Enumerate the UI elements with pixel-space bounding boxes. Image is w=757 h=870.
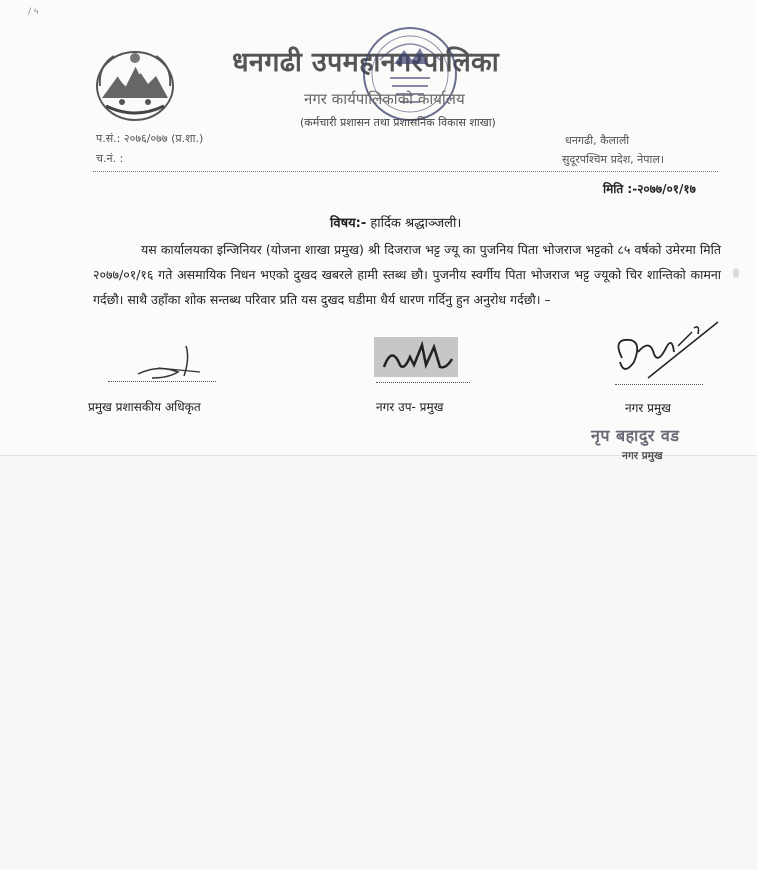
signatory-mayor-label: नगर प्रमुख	[625, 401, 671, 415]
section-name: (कर्मचारी प्रशासन तथा प्रशासनिक विकास शाखा)	[300, 116, 496, 129]
signatory-cao-label: प्रमुख प्रशासकीय अधिकृत	[88, 400, 201, 414]
address-line-2: सुदूरपश्चिम प्रदेश, नेपाल।	[562, 153, 665, 166]
mayor-name-stamp: नृप बहादुर वड	[591, 426, 680, 445]
signatory-deputy-label: नगर उप- प्रमुख	[376, 400, 444, 414]
signature-line-cao	[108, 381, 216, 382]
office-seal-icon	[360, 20, 460, 128]
subject-text: हार्दिक श्रद्धाञ्जली।	[370, 216, 462, 231]
signature-cao-icon	[128, 342, 208, 382]
subject-prefix: विषय:-	[330, 216, 367, 231]
letter-date: मिति :-२०७७/०१/१७	[603, 182, 696, 196]
body-paragraph: यस कार्यालयका इन्जिनियर (योजना शाखा प्रमुख) श्री दिजराज भट्ट ज्यू का पुजनिय पिता भोजराज भट्टको ८५ वर्षको उमेरमा मिति २०७७/०१/१६ गते असमायिक निधन भएको दुखद खबरले हामी स्तब्ध छौ। पुजनीय स्वर्गीय पिता भोजराज भट्ट ज्यूको चिर शान्तिको कामना गर्दछौ। साथै उहाँका शोक सन्तब्ध परिवार प्रति यस दुखद घडीमा धैर्य धारण गर्दिनु हुन अनुरोध गर्दछौ। –	[93, 242, 721, 307]
reference-number: प.सं.: २०७६/०७७ (प्र.शा.)	[96, 132, 204, 145]
nepal-emblem-icon	[92, 46, 178, 126]
paper-speck	[733, 268, 739, 278]
signature-line-mayor	[615, 384, 703, 385]
blank-paper-area	[0, 455, 757, 870]
mayor-title-stamp: नगर प्रमुख	[622, 450, 663, 462]
municipality-title: धनगढी उपमहानगरपालिका	[232, 47, 500, 78]
address-line-1: धनगढी, कैलाली	[565, 134, 630, 147]
header-divider	[93, 171, 718, 172]
letter-body	[93, 237, 721, 312]
office-subtitle: नगर कार्यपालिकाको कार्यालय	[304, 90, 465, 108]
corner-mark: / ५	[28, 7, 39, 17]
signature-line-deputy	[376, 382, 470, 383]
signature-mayor-icon	[608, 318, 726, 384]
subject-line	[330, 213, 461, 231]
signature-deputy-mayor-icon	[374, 335, 458, 379]
dispatch-number: च.नं. :	[96, 152, 124, 165]
